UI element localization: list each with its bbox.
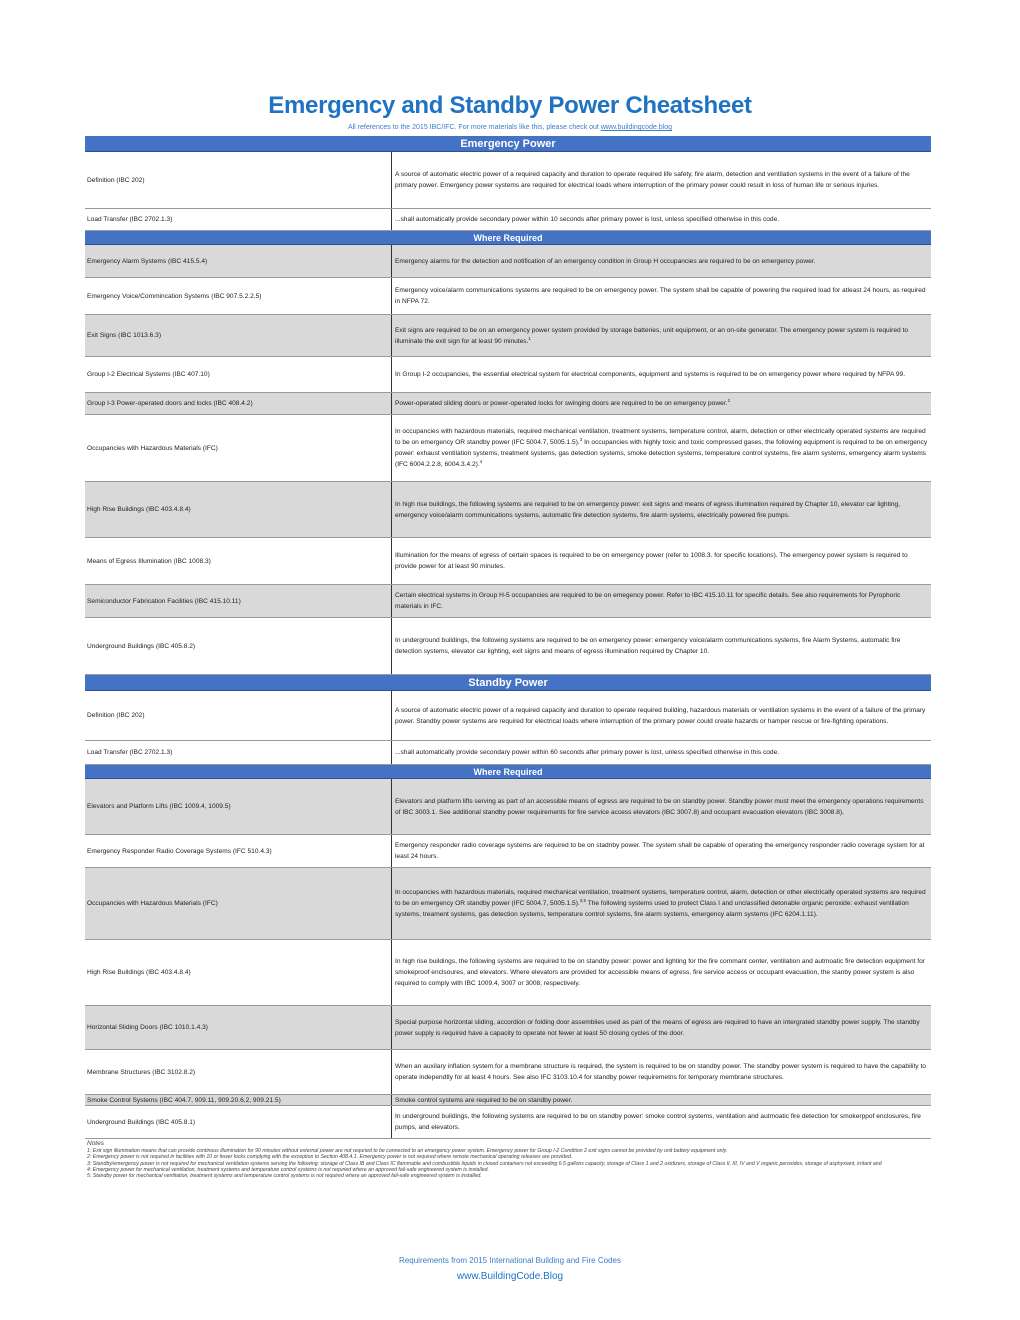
requirement-description: In occupancies with hazardous materials, required mechanical ventilation, treatment systems, temperature control, alarm, detection or other electrically operated systems are required to be on emergency OR standby power (IFC 5004.7, 5005.1.5).$^3$ In occupancies with highly toxic and toxic compressed gases, the following equipment is required to be on emergency power: exhaust ventilation systems, treatment systems, gas detection systems, smoke detection systems, temperature control systems, fire alarm systems, emergency alarm systems (IFC 6004.2.2.8, 6004.3.4.2).$^4$: [395, 428, 928, 468]
requirement-label: Definition (IBC 202): [85, 152, 392, 208]
table-row: [85, 1050, 931, 1095]
requirement-description: Power-operated sliding doors or power-operated locks for swinging doors are required to be on emergency power.$^2$: [395, 397, 730, 407]
emergency-power-heading: Emergency Power: [85, 136, 931, 152]
requirement-label: Underground Buildings (IBC 405.8.2): [85, 618, 392, 674]
table-row: [85, 482, 931, 538]
requirement-description: Special purpose horizontal sliding, accordion or folding door assemblies used as part of the means of egress are required to have an intergrated standby power supply. The standby power supply is required have a capacity to operate not fewer at least 50 closing cycles of the door.: [395, 1018, 920, 1037]
note-item: 2: Emergency power is not required in facilities with 10 or fewer locks complying with the exception to Section 408.4.1. Emergency power is not required where remote mechanical operating releases are provided.: [87, 1154, 573, 1161]
requirement-label: Emergency Alarm Systems (IBC 415.5.4): [85, 245, 392, 277]
requirement-description: Emergency responder radio coverage systems are required to be on stadnby power. The system shall be capable of operating the emergency responder radio coverage system for at least 24 hours.: [395, 842, 925, 860]
footnote-ref: 3: [579, 436, 583, 442]
emergency-where-required-heading: Where Required: [85, 231, 931, 245]
requirement-label: Smoke Control Systems (IBC 404.7, 909.11, 909.20.6.2, 909.21.5): [85, 1095, 392, 1105]
page-title: Emergency and Standby Power Cheatsheet: [268, 92, 752, 119]
table-row: [85, 315, 931, 357]
requirement-description: In high rise buildings, the following systems are required to be on emergency power: exit signs and means of egress illumination required by Chapter 10, elevator car lighting, emergency voice/alarm communications systems, automatic fire detection systems, fire alarm systems, electrically powered fire pumps.: [395, 500, 901, 519]
standby-power-heading: Standby Power: [85, 675, 931, 691]
requirement-label: Occupancies with Hazardous Materials (IFC): [85, 868, 392, 939]
requirement-label: Group I-2 Electrical Systems (IBC 407.10): [85, 357, 392, 392]
table-row: [85, 357, 931, 393]
table-row: [85, 278, 931, 315]
requirement-description: Exit signs are required to be on an emergency power system provided by storage batteries, unit equipment, or an on-site generator. The emergency power system is required to illuminate the exit sign for at least 90 minutes.$^1$: [395, 326, 908, 345]
footnote-ref: 2: [727, 397, 730, 403]
table-row: [85, 209, 931, 231]
requirement-label: High Rise Buildings (IBC 403.4.8.4): [85, 940, 392, 1005]
table-row: [85, 415, 931, 482]
table-row: [85, 691, 931, 741]
note-item: 3: Standby/emergency power is not required for mechanical ventilation systems serving the following: storage of Class IB and Class IC flammable and combustible liquids in closed containers not exceeding 6.5 gallons capacity, storage of Class 1 and 2 oxidizers, storage of Class II, III, IV and V organic peroxides, storage of asphyxiant, irritant and: [87, 1160, 882, 1167]
requirement-label: Definition (IBC 202): [85, 691, 392, 740]
requirement-label: Membrane Structures (IBC 3102.8.2): [85, 1050, 392, 1094]
table-row: [85, 741, 931, 765]
requirement-description: Certain electrical systems in Group H-5 occupancies are required to be on emegency power. Refer to IBC 415.10.11 for specific details. See also requirements for Pyrophoric materials in IFC.: [395, 592, 901, 610]
requirement-description: In high rise buildings, the following systems are required to be on standby power: power and lighting for the fire commant center, ventilation and autmoatic fire detection equipment for smokeproof enclsoures, and elevators. Where elevators are provided for accessible means of egress, fire service access or occupant evacuation, the stanby power system is also required to comply with IBC 1009.4, 3007 or 3008, respectively.: [395, 958, 925, 987]
table-row: [85, 1106, 931, 1139]
note-item: 1: Exit sign illumination means that can provide continous illumination for 90 minutes without external power are not requried to be connected to an emergency power system. Emergency power for Group I-2 Condition 2 exit signs cannot be provided by unit battery equipment only.: [87, 1148, 728, 1154]
subtitle: [0, 124, 1020, 131]
requirement-label: Underground Buildings (IBC 405.8.1): [85, 1106, 392, 1138]
requirement-description: A source of automatic electric power of a required capacity and duration to operate required life safety, fire alarm, detection and ventilation systems in the event of a failure of the primary power. Emergency power systems are required for electrical loads where interruption of the primary power could result in loss of human life or serious injuries.: [395, 171, 910, 189]
table-row: [85, 585, 931, 618]
blog-link[interactable]: www.buildingcode.blog: [600, 124, 673, 131]
requirement-label: High Rise Buildings (IBC 403.4.8.4): [85, 482, 392, 537]
requirement-label: Exit Signs (IBC 1013.6.3): [85, 315, 392, 356]
table-row: [85, 245, 931, 278]
requirement-description: Illumination for the means of egress of certain spaces is required to be on emergency power (refer to 1008.3. for specific locations). The emergency power system is required to provide power for at least 90 minutes.: [395, 552, 908, 570]
requirement-label: Group I-3 Power-operated doors and locks (IBC 408.4.2): [85, 393, 392, 414]
requirement-label: Horizontal Sliding Doors (IBC 1010.1.4.3): [85, 1006, 392, 1049]
requirement-description: In occupancies with hazardous materials, required mechanical ventilation, treatment systems, temperature control, alarm, detection or other electrically operated systems are required to be on emergency OR standby power (IFC 5004.7, 5005.1.5).$^{3,5}$ The following systems used to protect Class I and unclassified detonable organic peroxide: exhaust ventilation systems, treament systems, gas detection systems, temperature control systems, fire alarm systems, emergency alarm systems (IFC 6204.1.11).: [395, 889, 926, 918]
requirement-label: Semiconductor Fabrication Facilities (IBC 415.10.11): [85, 585, 392, 617]
footer-caption: Requirements from 2015 International Building and Fire Codes: [399, 1256, 621, 1265]
requirement-description: Elevators and platform lifts serving as part of an accessible means of egress are required to be on standby power. Standby power must meet the emergency operations requirements of IBC 3003.1. See additional standby power requirements for fire service access elevators (IBC 3007.8) and occupant evacuation elevators (IBC 3008.8).: [395, 797, 924, 816]
footnote-ref: 1: [528, 335, 531, 341]
requirement-label: Load Transfer (IBC 2702.1.3): [85, 741, 392, 764]
requirement-description: ...shall automatically provide secondary power within 10 seconds after primary power is lost, unless specified otherwise in this code.: [395, 216, 780, 223]
table-row: [85, 538, 931, 585]
notes-heading: Notes: [87, 1140, 104, 1147]
standby-where-required-heading: Where Required: [85, 765, 931, 779]
table-row: [85, 152, 931, 209]
requirement-description: Emergency alarms for the detection and notification of an emergency condition in Group H occupancies are required to be on emergency power.: [395, 257, 816, 265]
footer-link[interactable]: www.BuildingCode.Blog: [456, 1271, 564, 1282]
requirement-description: In underground buildings, the following systems are required to be on standby power: smoke control systems, ventilation and autmoatic fire detection for smokerppof enclosures, fire pumps, and elevators.: [395, 1113, 921, 1131]
note-item: 4: Emergency power for mechanical ventilation, treatment systems and temperature control systems is not requried where an approved fail-safe engineered system is installed.: [87, 1166, 489, 1173]
footnote-ref: 4: [479, 458, 483, 464]
requirement-description: Emergency voice/alarm communications systems are required to be on emergency power. The system shall be capable of powering the required load for atleast 24 hours, as required in NFPA 72.: [395, 287, 926, 305]
table-row: [85, 779, 931, 835]
table-row: [85, 618, 931, 675]
requirement-description: ...shall automatically provide secondary power within 60 seconds after primary power is lost, unless specified otherwise in this code.: [395, 749, 780, 756]
table-row: [85, 1006, 931, 1050]
subtitle-text: All references to the 2015 IBC/IFC. For more materials like this, please check out: [347, 124, 601, 131]
requirement-label: Emergency Responder Radio Coverage Systems (IFC 510.4.3): [85, 835, 392, 867]
requirement-description: In underground buildings, the following systems are required to be on emergency power: emergency voice/alarm communications systems, fire Alarm Systems, automatic fire detection systems, elevator car lighting, exit signs and means of egress illumination required by Chapter 10.: [395, 637, 901, 655]
requirement-label: Occupancies with Hazardous Materials (IFC): [85, 415, 392, 481]
requirement-label: Means of Egress Illumination (IBC 1008.3): [85, 538, 392, 584]
note-item: 5: Standby power for mechanical ventilation, treatment systems and temperature control systems is not required where an approved fail-safe engineered system is installed.: [87, 1173, 482, 1180]
requirement-description: Smoke control systems are required to be on standby power.: [395, 1096, 573, 1104]
table-row: [85, 835, 931, 868]
requirement-label: Load Transfer (IBC 2702.1.3): [85, 209, 392, 230]
requirement-label: Emergency Voice/Commincation Systems (IBC 907.5.2.2.5): [85, 278, 392, 314]
requirement-description: In Group I-2 occupancies, the essential electrical system for electrical components, equipment and systems is required to be on emergency power where required by NFPA 99.: [395, 371, 906, 378]
table-row: [85, 868, 931, 940]
requirement-description: A source of automatic electric power of a required capacity and duration to operate required building, hazardous materials or ventilation systems in the event of a failure of the primary power. Standby power systems are required for electrical loads where interruption of the primary power could create hazards or hamper rescue or fire-fighting operations.: [395, 706, 926, 725]
table-row: [85, 1095, 931, 1106]
table-row: [85, 940, 931, 1006]
requirement-label: Elevators and Platform Lifts (IBC 1009.4, 1009.5): [85, 779, 392, 834]
requirement-description: When an auxilary inflation system for a membrane structure is required, the system is required to be on standby power. The standby power system is required to have the capability to operate independtly for at least 4 hours. See also IFC 3103.10.4 for standby power requiremetns for temporary membrane structures.: [395, 1063, 926, 1081]
table-row: [85, 393, 931, 415]
footnote-ref: 3,5: [579, 897, 586, 903]
notes-section: [87, 1140, 933, 1179]
